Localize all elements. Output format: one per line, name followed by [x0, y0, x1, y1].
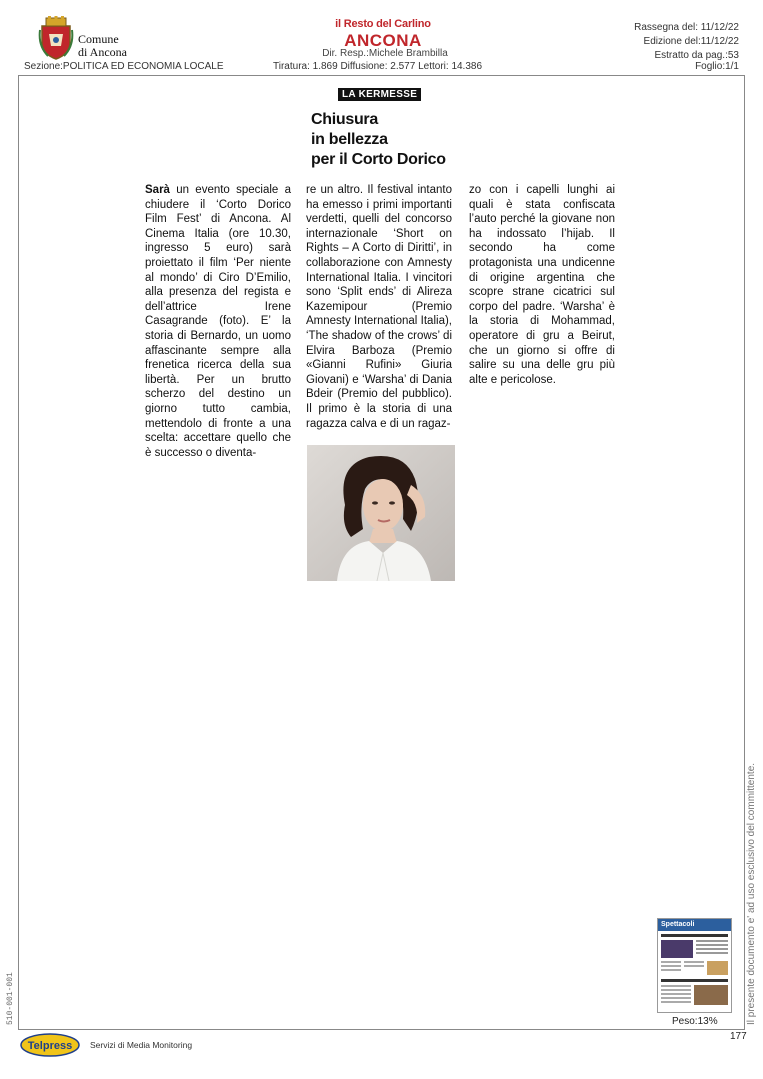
comune-city-label: di Ancona [78, 45, 127, 59]
headline-line: Chiusura [311, 111, 378, 128]
article-column-3: zo con i capelli lunghi ai quali è stata confiscata l’auto perché la giovane non ha indossato l’hijab. Il secondo ha come protagonista una undicenne di origine argentina che scopre strane cicatrici sul corpo del padre. ‘Warsha’ è la storia di Mohammad, operatore di gru a Beirut, che un giorno si offre di salire su una delle gru più alte e pericolose. [469, 184, 615, 386]
sheet-number: Foglio:1/1 [695, 61, 739, 72]
document-code: 510-001-001 [6, 972, 15, 1025]
thumbnail-section-title: Spettacoli [658, 919, 732, 931]
circulation-stats: Tiratura: 1.869 Diffusione: 2.577 Lettori: 14.386 [273, 61, 483, 72]
thumbnail-preview [658, 931, 731, 1012]
page-thumbnail[interactable] [657, 918, 732, 1013]
masthead-small: il Resto del Carlino [335, 18, 431, 30]
comune-label: Comune [78, 32, 119, 46]
article-column-1 [145, 183, 291, 460]
article-kicker: LA KERMESSE [338, 88, 421, 101]
headline-line: in bellezza [311, 131, 388, 148]
article-photo [307, 445, 455, 581]
weight-label: Peso:13% [672, 1016, 718, 1027]
rassegna-date: Rassegna del: 11/12/22 [634, 22, 739, 33]
director-line: Dir. Resp.:Michele Brambilla [322, 48, 448, 59]
telpress-logo [20, 1033, 80, 1057]
section-label: Sezione:POLITICA ED ECONOMIA LOCALE [24, 61, 224, 72]
disclaimer-vertical: Il presente documento e' ad uso esclusivo del committente. [746, 762, 757, 1025]
telpress-logo-text: Telpress [27, 1040, 73, 1052]
lead-word: Sarà [145, 184, 170, 196]
city-crest-icon [38, 16, 74, 60]
footer-services: Servizi di Media Monitoring [90, 1040, 193, 1050]
page-number: 177 [730, 1031, 747, 1042]
masthead-edition: ANCONA [344, 31, 422, 50]
edition-date: Edizione del:11/12/22 [643, 36, 739, 47]
article-column-2: re un altro. Il festival intanto ha emesso i primi importanti verdetti, quelli del concorso internazionale ‘Short on Rights – A Corto di Diritti’, in collaborazione con Amnesty International Italia. I vincitori sono ‘Split ends’ di Alireza Kazemipour (Premio Amnesty International Italia), ‘The shadow of the crows’ di Elvira Barboza (Premio «Gianni Rufini» Giuria Giovani) e ‘Warsha’ di Dania Bdeir (Premio del pubblico). Il primo è la storia di una ragazza calva e di un ragaz- [306, 184, 452, 430]
extract-page: Estratto da pag.:53 [654, 50, 739, 61]
column-text: un evento speciale a chiudere il ‘Corto Dorico Film Fest’ di Ancona. Al Cinema Italia (ore 10.30, ingresso 5 euro) sarà proiettato il film ‘Per niente al mondo’ di Ciro D’Emilio, alla presenza del regista e dell’attrice Irene Casagrande (foto). E’ la storia di Bernardo, un uomo affascinante sempre alla frenetica ricerca della sua libertà. Per un brutto scherzo del destino un giorno tutto cambia, mettendolo di fronte a una scelta: accettare quello che è successo o diventa- [145, 184, 291, 459]
clipping-header [18, 10, 745, 76]
article-headline [311, 110, 471, 170]
headline-line: per il Corto Dorico [311, 151, 446, 168]
